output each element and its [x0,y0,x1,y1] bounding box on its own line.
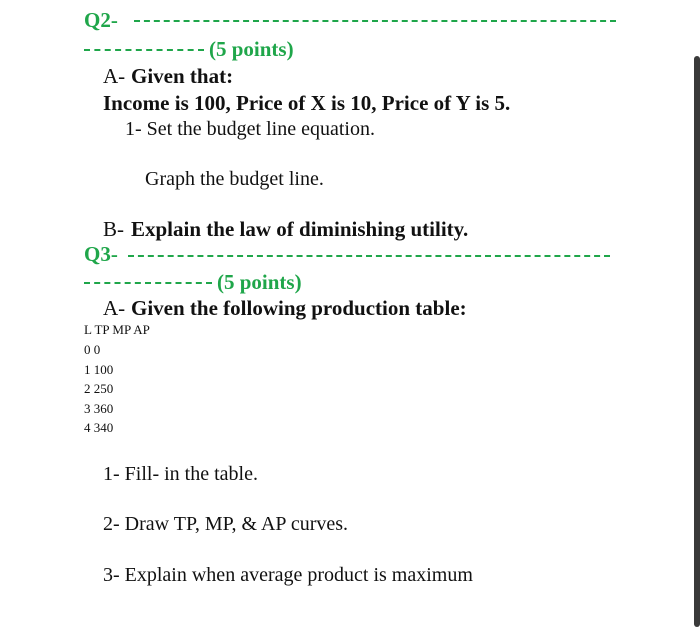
q3-dashed-rule [128,255,610,257]
q3-points: (5 points) [217,270,302,294]
q2-task-2: Graph the budget line. [145,168,324,190]
q2-given-line: Income is 100, Price of X is 10, Price of Y is 5. [103,91,511,115]
q3-task-1: 1- Fill- in the table. [103,463,258,485]
q2-part-a-title: Given that: [131,64,234,88]
q2-part-b-title: Explain the law of diminishing utility. [131,217,469,241]
table-row: 2 250 [84,381,114,396]
q3-part-a-title: Given the following production table: [131,296,467,320]
table-header: L TP MP AP [84,322,150,337]
q2-label: Q2- [84,8,118,32]
q2-part-a-prefix: A- [103,64,126,88]
table-row: 3 360 [84,401,114,416]
q3-dashed-rule-continued [84,282,212,284]
q2-task-1: 1- Set the budget line equation. [125,118,375,140]
table-row: 0 0 [84,342,101,357]
q2-points: (5 points) [209,37,294,61]
q3-part-a-prefix: A- [103,296,126,320]
q2-dashed-rule [134,20,616,22]
table-row: 1 100 [84,362,114,377]
table-row: 4 340 [84,420,114,435]
vertical-scrollbar[interactable] [694,56,700,627]
q3-label: Q3- [84,242,118,266]
q3-task-3: 3- Explain when average product is maximum [103,564,473,586]
q2-part-b-prefix: B- [103,217,124,241]
q2-dashed-rule-continued [84,49,204,51]
q3-task-2: 2- Draw TP, MP, & AP curves. [103,513,349,535]
